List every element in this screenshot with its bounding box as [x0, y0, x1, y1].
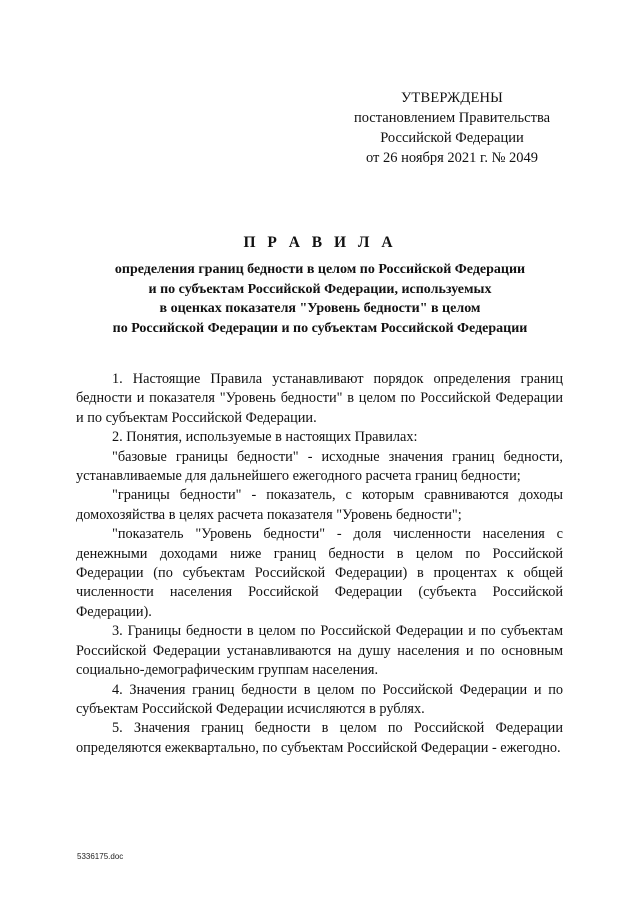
file-name-footer: 5336175.doc — [77, 852, 124, 861]
approval-line-3: от 26 ноября 2021 г. № 2049 — [365, 150, 539, 166]
definition-base-poverty-lines: "базовые границы бедности" - исходные значения границ бедности, устанавливаемые для дальнейшего ежегодного расчета границ бедности; — [76, 448, 563, 485]
paragraph-2: 2. Понятия, используемые в настоящих Правилах: — [112, 429, 418, 446]
definition-poverty-level: "показатель "Уровень бедности" - доля численности населения с денежными доходами ниже границ бедности в целом по Российской Федерации (по субъектам Российской Федерации) в процентах к общей численности населения Российской Федерации (субъекта Российской Федерации). — [76, 526, 563, 620]
definition-poverty-lines: "границы бедности" - показатель, с которым сравниваются доходы домохозяйства в целях расчета показателя "Уровень бедности"; — [76, 487, 563, 523]
document-title: П Р А В И Л А — [243, 234, 397, 251]
paragraph-5: 5. Значения границ бедности в целом по Российской Федерации определяются ежеквартально, по субъектам Российской Федерации - ежегодно. — [76, 720, 563, 756]
paragraph-4: 4. Значения границ бедности в целом по Российской Федерации и по субъектам Российской Федерации исчисляются в рублях. — [76, 681, 563, 717]
approval-line-1: постановлением Правительства — [353, 110, 551, 126]
subtitle-line: в оценках показателя "Уровень бедности" в целом — [159, 301, 481, 316]
document-subtitle — [80, 260, 560, 338]
subtitle-line: и по субъектам Российской Федерации, используемых — [148, 281, 492, 297]
paragraph-1: 1. Настоящие Правила устанавливают порядок определения границ бедности и показателя "Уровень бедности" в целом по Российской Федерации и по субъектам Российской Федерации. — [76, 371, 563, 426]
subtitle-line: по Российской Федерации и по субъектам Российской Федерации — [112, 320, 528, 336]
approval-line-2: Российской Федерации — [380, 130, 524, 146]
paragraph-3: 3. Границы бедности в целом по Российской Федерации и по субъектам Российской Федерации устанавливаются на душу населения и по основным социально-демографическим группам населения. — [76, 623, 563, 679]
document-body — [76, 370, 563, 758]
subtitle-line: определения границ бедности в целом по Российской Федерации — [114, 262, 526, 277]
approval-title: УТВЕРЖДЕНЫ — [400, 90, 504, 106]
approval-stamp — [336, 88, 568, 168]
